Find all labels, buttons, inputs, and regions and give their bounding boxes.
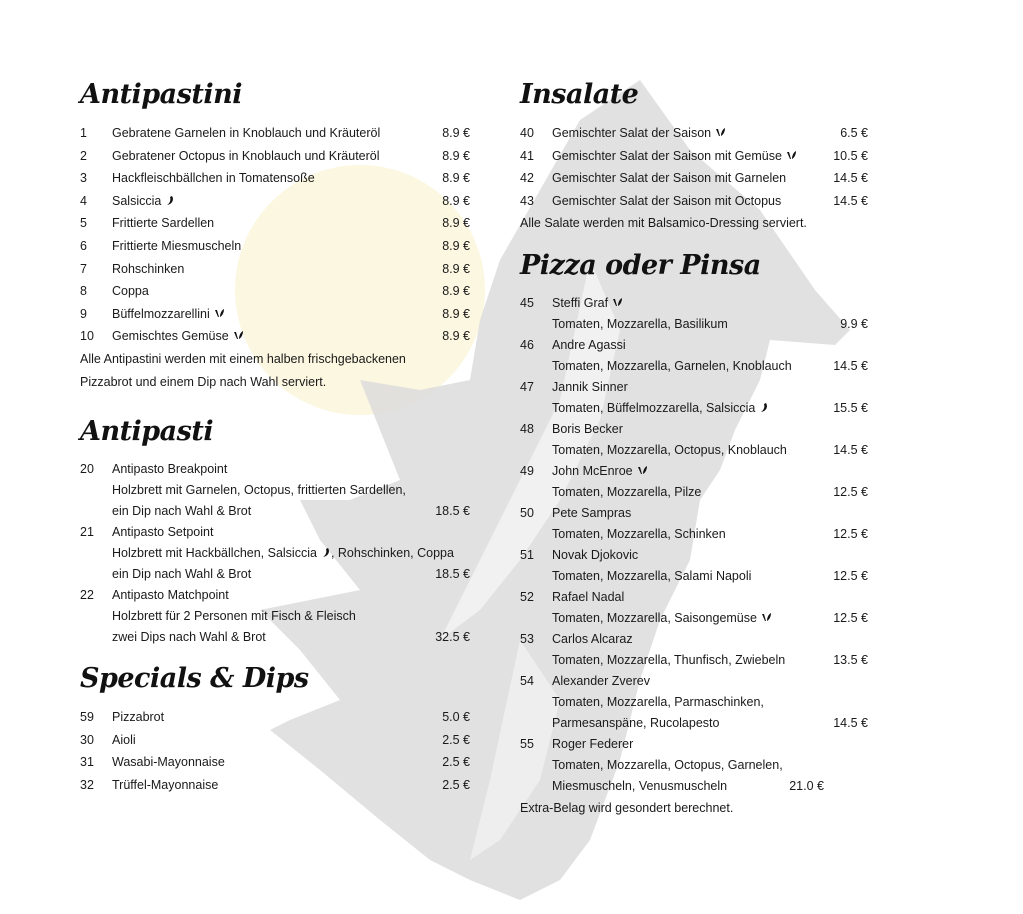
item-number: 49 — [520, 463, 534, 478]
item-description: Parmesanspäne, Rucolapesto — [552, 715, 720, 730]
item-description-part: Holzbrett mit Hackbällchen, Salsiccia — [112, 546, 317, 561]
item-number: 2 — [80, 148, 87, 163]
item-name-with-icon — [552, 461, 648, 482]
item-name: Salsiccia — [112, 193, 162, 208]
item-price: 8.9 € — [442, 171, 470, 186]
item-name: Gemischter Salat der Saison mit Octopus — [552, 193, 782, 208]
item-description — [552, 608, 772, 629]
item-number: 55 — [520, 736, 534, 751]
item-number: 5 — [80, 216, 87, 231]
item-price: 12.5 € — [833, 610, 868, 625]
menu-item — [80, 459, 480, 522]
item-number: 20 — [80, 462, 94, 477]
insalate-list — [520, 122, 880, 212]
item-name: Andre Agassi — [552, 337, 626, 352]
menu-item — [520, 461, 880, 503]
item-price: 10.5 € — [833, 148, 868, 163]
item-price: 8.9 € — [442, 261, 470, 276]
item-price: 12.5 € — [833, 568, 868, 583]
item-price: 12.5 € — [833, 526, 868, 541]
item-number: 40 — [520, 126, 534, 140]
item-price: 14.5 € — [833, 442, 868, 457]
antipastini-note: Alle Antipastini werden mit einem halben frischgebackenen — [80, 351, 406, 366]
item-description-part: Tomaten, Büffelmozzarella, Salsiccia — [552, 400, 756, 415]
vegetarian-leaf-icon — [786, 150, 797, 161]
antipasti-heading: Antipasti — [80, 416, 214, 448]
item-name: Antipasto Breakpoint — [112, 462, 228, 477]
pizza-heading: Pizza oder Pinsa — [520, 249, 761, 281]
item-number: 42 — [520, 171, 534, 186]
menu-item — [80, 729, 480, 752]
item-price: 12.5 € — [833, 484, 868, 499]
menu-item — [80, 122, 480, 145]
item-number: 4 — [80, 193, 87, 208]
menu-item — [520, 335, 880, 377]
item-name: John McEnroe — [552, 463, 633, 478]
item-name-with-icon — [112, 303, 225, 326]
item-description-part: , Rohschinken, Coppa — [330, 546, 454, 561]
menu-item — [520, 545, 880, 587]
item-name: Frittierte Sardellen — [112, 216, 215, 231]
item-number: 6 — [80, 238, 87, 253]
menu-item — [80, 303, 480, 326]
item-name: Wasabi-Mayonnaise — [112, 755, 225, 770]
item-price: 8.9 € — [442, 238, 470, 253]
item-price: 32.5 € — [435, 630, 470, 645]
item-name: Gemischter Salat der Saison — [552, 126, 712, 140]
menu-item — [80, 706, 480, 729]
menu-item — [520, 377, 880, 419]
item-price: 15.5 € — [833, 400, 868, 415]
item-name: Aioli — [112, 732, 136, 747]
item-name: Antipasto Matchpoint — [112, 588, 229, 603]
item-price: 8.9 € — [442, 306, 470, 321]
item-name: Alexander Zverev — [552, 673, 650, 688]
item-description: Tomaten, Mozzarella, Octopus, Knoblauch — [552, 442, 787, 457]
item-name: Boris Becker — [552, 421, 623, 436]
item-number: 22 — [80, 588, 94, 603]
item-description: Tomaten, Mozzarella, Thunfisch, Zwiebeln — [552, 652, 786, 667]
item-number: 53 — [520, 631, 534, 646]
item-price: 18.5 € — [435, 567, 470, 582]
menu-item — [80, 522, 480, 585]
menu-item — [80, 774, 480, 797]
menu-item — [80, 325, 480, 348]
insalate-note: Alle Salate werden mit Balsamico-Dressing serviert. — [520, 216, 807, 231]
item-name: Trüffel-Mayonnaise — [112, 777, 219, 792]
item-price: 14.5 € — [833, 193, 868, 208]
item-name-with-icon — [112, 325, 244, 348]
menu-item — [80, 167, 480, 190]
item-description-part: Tomaten, Mozzarella, Saisongemüse — [552, 610, 757, 625]
item-number: 9 — [80, 306, 87, 321]
specials-list — [80, 706, 480, 796]
item-price: 8.9 € — [442, 193, 470, 208]
item-number: 30 — [80, 732, 94, 747]
menu-item — [80, 751, 480, 774]
item-name: Gebratener Octopus in Knoblauch und Kräuteröl — [112, 148, 380, 163]
insalate-heading: Insalate — [520, 79, 639, 110]
item-name: Frittierte Miesmuscheln — [112, 238, 242, 253]
item-number: 48 — [520, 421, 534, 436]
antipasti-list — [80, 459, 480, 648]
item-number: 46 — [520, 337, 534, 352]
menu-item — [80, 258, 480, 281]
item-price: 8.9 € — [442, 284, 470, 299]
pizza-note: Extra-Belag wird gesondert berechnet. — [520, 800, 734, 815]
item-description: Miesmuscheln, Venusmuscheln — [552, 778, 728, 793]
item-name-with-icon — [552, 293, 623, 314]
item-price: 2.5 € — [442, 777, 470, 792]
item-description: Holzbrett mit Garnelen, Octopus, frittierten Sardellen, — [112, 483, 406, 498]
item-number: 59 — [80, 710, 94, 725]
item-number: 43 — [520, 193, 534, 208]
chili-icon — [321, 547, 331, 558]
item-name: Gemischtes Gemüse — [112, 329, 229, 344]
item-name: Carlos Alcaraz — [552, 631, 633, 646]
item-name-with-icon — [552, 145, 797, 168]
item-name: Pete Sampras — [552, 505, 632, 520]
item-name: Rafael Nadal — [552, 589, 625, 604]
item-number: 51 — [520, 547, 534, 562]
vegetarian-leaf-icon — [715, 127, 726, 138]
item-name: Büffelmozzarellini — [112, 306, 210, 321]
item-name: Novak Djokovic — [552, 547, 639, 562]
item-description: Tomaten, Mozzarella, Basilikum — [552, 316, 728, 331]
item-price: 2.5 € — [442, 732, 470, 747]
specials-heading: Specials & Dips — [80, 663, 309, 695]
item-description: Tomaten, Mozzarella, Parmaschinken, — [552, 694, 764, 709]
menu-item — [520, 122, 880, 145]
item-price: 14.5 € — [833, 358, 868, 373]
item-name: Gemischter Salat der Saison mit Gemüse — [552, 148, 782, 163]
item-name-with-icon — [552, 122, 726, 145]
menu-item — [520, 167, 880, 190]
item-name: Gebratene Garnelen in Knoblauch und Kräuteröl — [112, 126, 381, 140]
item-description: Tomaten, Mozzarella, Garnelen, Knoblauch — [552, 358, 792, 373]
item-description: Tomaten, Mozzarella, Schinken — [552, 526, 726, 541]
item-name: Gemischter Salat der Saison mit Garnelen — [552, 171, 787, 186]
vegetarian-leaf-icon — [612, 297, 623, 308]
item-price: 9.9 € — [840, 316, 868, 331]
vegetarian-leaf-icon — [637, 465, 648, 476]
item-name: Roger Federer — [552, 736, 634, 751]
item-description: ein Dip nach Wahl & Brot — [112, 567, 252, 582]
menu-item — [520, 145, 880, 168]
item-price: 8.9 € — [442, 216, 470, 231]
item-price: 18.5 € — [435, 504, 470, 519]
menu-item — [80, 212, 480, 235]
item-price: 13.5 € — [833, 652, 868, 667]
chili-icon — [165, 195, 175, 206]
item-price: 8.9 € — [442, 329, 470, 344]
item-number: 52 — [520, 589, 534, 604]
item-price: 21.0 € — [789, 778, 824, 793]
item-name: Rohschinken — [112, 261, 185, 276]
item-price: 6.5 € — [840, 126, 868, 140]
chili-icon — [759, 402, 769, 413]
item-name: Hackfleischbällchen in Tomatensoße — [112, 171, 315, 186]
item-price: 14.5 € — [833, 171, 868, 186]
menu-item — [80, 585, 480, 648]
item-description — [112, 543, 454, 564]
menu-item — [80, 235, 480, 258]
menu-item — [520, 671, 880, 734]
item-name: Coppa — [112, 284, 149, 299]
antipastini-list — [80, 122, 480, 348]
item-number: 3 — [80, 171, 87, 186]
item-number: 8 — [80, 284, 87, 299]
vegetarian-leaf-icon — [214, 308, 225, 319]
menu-item — [80, 190, 480, 213]
menu-item — [520, 293, 880, 335]
antipastini-note: Pizzabrot und einem Dip nach Wahl serviert. — [80, 374, 327, 389]
menu-item — [520, 190, 880, 213]
menu-item — [520, 419, 880, 461]
item-description: Tomaten, Mozzarella, Salami Napoli — [552, 568, 752, 583]
menu-item — [520, 587, 880, 629]
item-price: 5.0 € — [442, 710, 470, 725]
item-number: 45 — [520, 295, 534, 310]
item-number: 50 — [520, 505, 534, 520]
item-price: 2.5 € — [442, 755, 470, 770]
item-name: Pizzabrot — [112, 710, 165, 725]
item-name: Steffi Graf — [552, 295, 609, 310]
item-description: Holzbrett für 2 Personen mit Fisch & Fleisch — [112, 609, 356, 624]
antipastini-heading: Antipastini — [80, 79, 242, 110]
item-description: Tomaten, Mozzarella, Pilze — [552, 484, 702, 499]
menu-item — [520, 734, 880, 797]
item-number: 31 — [80, 755, 94, 770]
vegetarian-leaf-icon — [233, 330, 244, 341]
pizza-list — [520, 293, 880, 797]
left-menu-column — [80, 78, 480, 797]
item-number: 7 — [80, 261, 87, 276]
item-price: 14.5 € — [833, 715, 868, 730]
item-number: 32 — [80, 777, 94, 792]
item-description — [552, 398, 769, 419]
menu-item — [520, 503, 880, 545]
vegetarian-leaf-icon — [761, 612, 772, 623]
item-number: 21 — [80, 525, 94, 540]
item-name: Jannik Sinner — [552, 379, 628, 394]
item-number: 1 — [80, 126, 87, 140]
menu-item — [80, 145, 480, 168]
right-menu-column — [520, 78, 880, 820]
item-number: 10 — [80, 329, 94, 344]
item-price: 8.9 € — [442, 126, 470, 140]
item-number: 47 — [520, 379, 534, 394]
menu-item — [520, 629, 880, 671]
item-description: zwei Dips nach Wahl & Brot — [112, 630, 266, 645]
item-number: 41 — [520, 148, 534, 163]
menu-item — [80, 280, 480, 303]
item-description: ein Dip nach Wahl & Brot — [112, 504, 252, 519]
item-number: 54 — [520, 673, 534, 688]
item-name: Antipasto Setpoint — [112, 525, 214, 540]
item-description: Tomaten, Mozzarella, Octopus, Garnelen, — [552, 757, 783, 772]
item-name-with-icon — [112, 190, 175, 213]
item-price: 8.9 € — [442, 148, 470, 163]
